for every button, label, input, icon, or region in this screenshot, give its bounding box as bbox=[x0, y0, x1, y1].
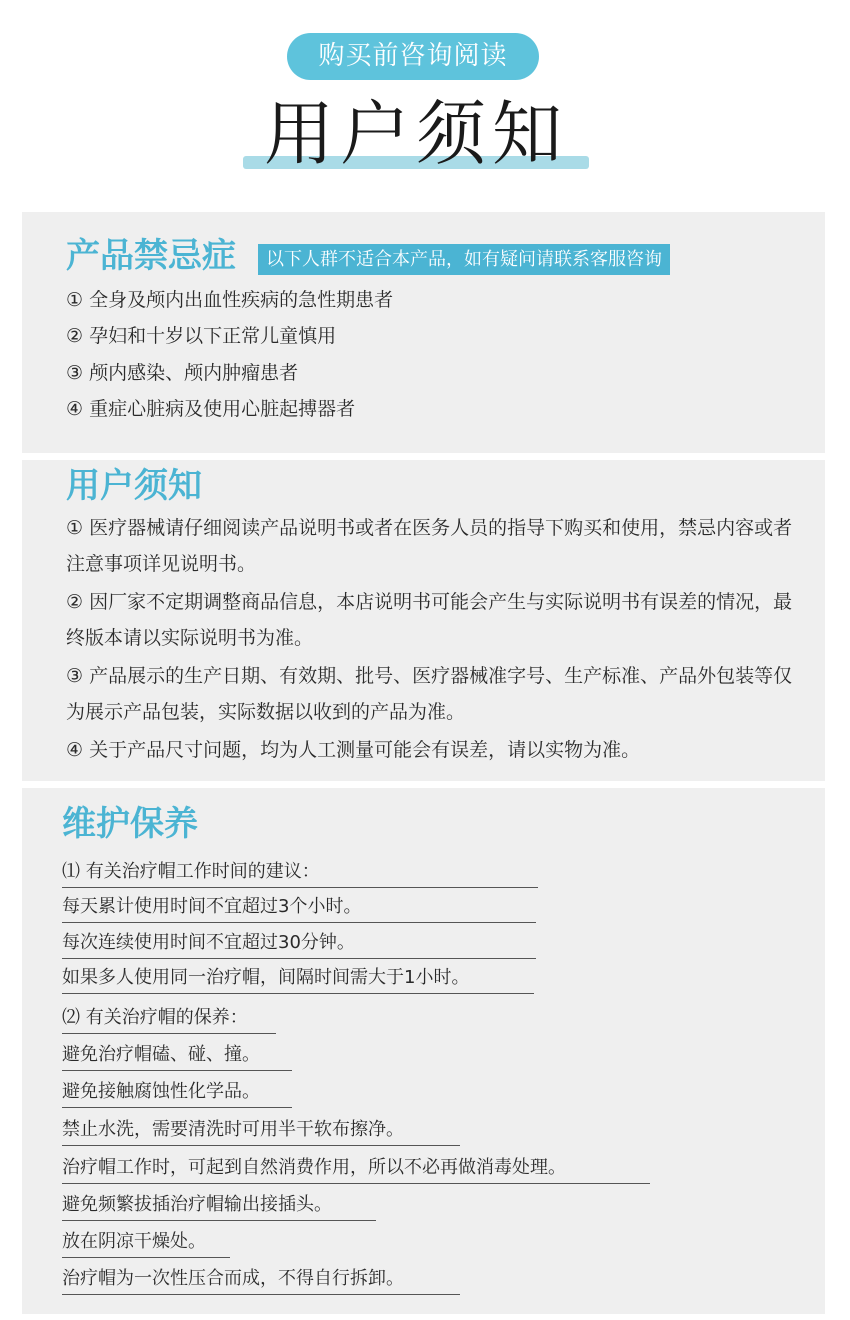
contraindication-item: ① 全身及颅内出血性疾病的急性期患者 bbox=[66, 289, 394, 311]
header-pill: 购买前咨询阅读 bbox=[287, 33, 539, 80]
contraindication-item: ② 孕妇和十岁以下正常儿童慎用 bbox=[66, 325, 337, 347]
maintenance-line: 放在阴凉干燥处。 bbox=[62, 1227, 230, 1258]
maintenance-section bbox=[22, 788, 825, 1314]
contraindications-title: 产品禁忌症 bbox=[66, 236, 236, 276]
maintenance-line: 禁止水洗，需要清洗时可用半干软布擦净。 bbox=[62, 1115, 460, 1146]
notice-item: ② 因厂家不定期调整商品信息，本店说明书可能会产生与实际说明书有误差的情况，最终版本请以实际说明书为准。 bbox=[66, 591, 793, 649]
maintenance-line: 避免接触腐蚀性化学品。 bbox=[62, 1077, 292, 1108]
notice-section bbox=[22, 460, 825, 781]
maintenance-line: ⑴ 有关治疗帽工作时间的建议： bbox=[62, 857, 538, 888]
maintenance-line: ⑵ 有关治疗帽的保养： bbox=[62, 1003, 276, 1034]
maintenance-line: 避免治疗帽磕、碰、撞。 bbox=[62, 1040, 292, 1071]
notice-item: ① 医疗器械请仔细阅读产品说明书或者在医务人员的指导下购买和使用，禁忌内容或者注意事项详见说明书。 bbox=[66, 517, 793, 575]
maintenance-line: 每次连续使用时间不宜超过30分钟。 bbox=[62, 928, 536, 959]
maintenance-line: 治疗帽为一次性压合而成，不得自行拆卸。 bbox=[62, 1264, 460, 1295]
notice-item: ③ 产品展示的生产日期、有效期、批号、医疗器械准字号、生产标准、产品外包装等仅为展示产品包装，实际数据以收到的产品为准。 bbox=[66, 665, 793, 723]
notice-title: 用户须知 bbox=[66, 466, 202, 506]
page-title: 用户须知 bbox=[264, 93, 568, 175]
notice-item: ④ 关于产品尺寸问题，均为人工测量可能会有误差，请以实物为准。 bbox=[66, 739, 641, 761]
maintenance-line: 如果多人使用同一治疗帽，间隔时间需大于1小时。 bbox=[62, 963, 534, 994]
contraindication-item: ③ 颅内感染、颅内肿瘤患者 bbox=[66, 362, 299, 384]
maintenance-line: 每天累计使用时间不宜超过3个小时。 bbox=[62, 892, 536, 923]
contraindication-item: ④ 重症心脏病及使用心脏起搏器者 bbox=[66, 398, 356, 420]
contraindications-section bbox=[22, 212, 825, 453]
maintenance-line: 治疗帽工作时，可起到自然消费作用，所以不必再做消毒处理。 bbox=[62, 1153, 650, 1184]
maintenance-title: 维护保养 bbox=[62, 804, 198, 844]
contraindications-badge: 以下人群不适合本产品，如有疑问请联系客服咨询 bbox=[258, 244, 670, 275]
maintenance-line: 避免频繁拔插治疗帽输出接插头。 bbox=[62, 1190, 376, 1221]
